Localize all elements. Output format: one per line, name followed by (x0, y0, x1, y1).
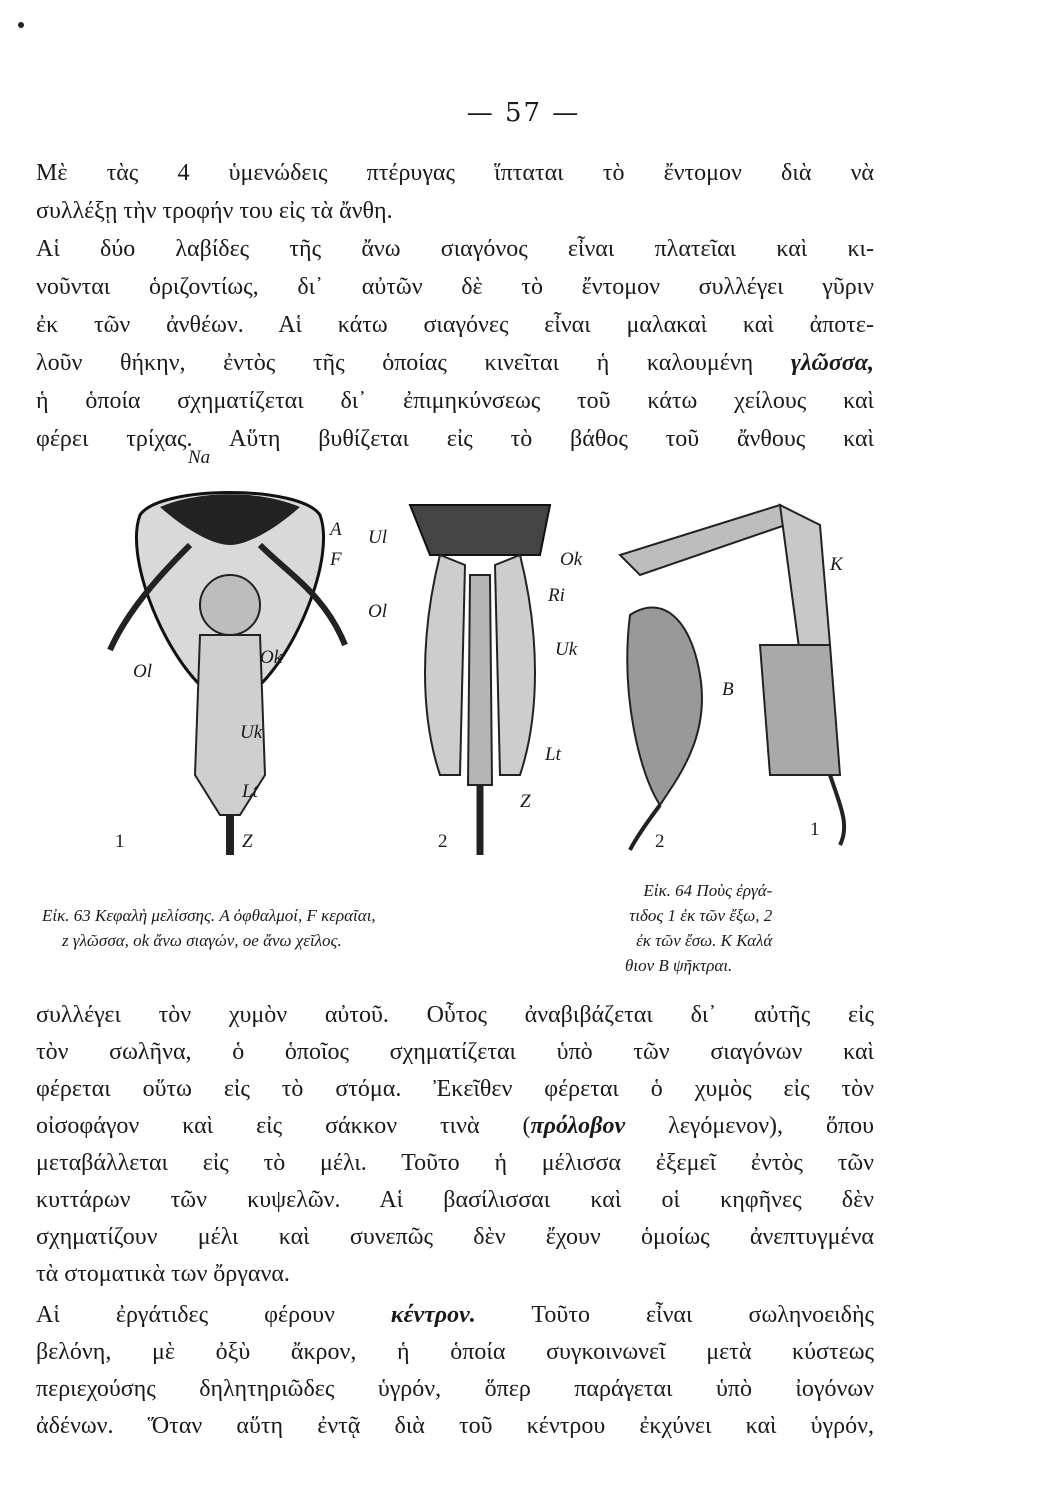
text-line: Αἱ δύο λαβίδες τῆς ἄνω σιαγόνος εἶναι πλατεῖαι καὶ κι- (36, 236, 874, 262)
label-ri: Ri (548, 585, 565, 606)
figure-mouthparts (370, 485, 600, 865)
label-ol: Ol (368, 601, 387, 622)
caption-fig-63 (42, 903, 376, 953)
text-line: βελόνη, μὲ ὀξὺ ἄκρον, ἡ ὁποία συγκοινωνεῖ μετὰ κύστεως (36, 1339, 874, 1365)
upper-lip (410, 505, 550, 555)
label-ok: Ok (560, 549, 583, 570)
text-line: ἀδένων. Ὅταν αὕτη ἐντᾷ διὰ τοῦ κέντρου ἐκχύνει καὶ ὑγρόν, (36, 1413, 874, 1439)
text-line: σχηματίζουν μέλι καὶ συνεπῶς δὲν ἔχουν ὁμοίως ἀνεπτυγμένα (36, 1224, 874, 1250)
metatarsus (627, 608, 702, 806)
clypeus (200, 575, 260, 635)
text-line (36, 1300, 874, 1330)
caption-fig-64 (625, 878, 772, 978)
text-fragment: λοῦν θήκην, ἐντὸς τῆς ὁποίας κινεῖται ἡ καλουμένη (36, 350, 754, 376)
label-ol: Ol (133, 661, 152, 682)
left-mandible (425, 555, 465, 775)
label-k: K (830, 554, 843, 575)
caption-line: z γλῶσσα, ok ἄνω σιαγών, oe ἄνω χεῖλος. (62, 931, 342, 950)
text-line: φέρεται οὕτω εἰς τὸ στόμα. Ἐκεῖθεν φέρεται ὁ χυμὸς εἰς τὸν (36, 1076, 874, 1102)
caption-line: θιον B ψῆκτραι. (625, 956, 733, 975)
text-line: Μὲ τὰς 4 ὑμενώδεις πτέρυγας ἵπταται τὸ ἔντομον διὰ νὰ (36, 160, 874, 186)
text-line: περιεχούσης δηλητηριῶδες ὑγρόν, ὅπερ παράγεται ὑπὸ ἰογόνων (36, 1376, 874, 1402)
label-fig-num: 2 (438, 831, 448, 852)
page-number: — 57 — (466, 98, 581, 128)
label-fig-num-1: 1 (810, 819, 820, 840)
text-line (36, 1111, 874, 1141)
label-a: A (330, 519, 342, 540)
proboscis (468, 575, 492, 785)
label-uk: Uk (555, 639, 578, 660)
label-z: Z (520, 791, 531, 812)
label-lt: Lt (242, 781, 258, 802)
text-fragment: Τοῦτο εἶναι σωληνοειδὴς (475, 1302, 874, 1328)
caption-line: ἐκ τῶν ἔσω. K Καλά (636, 931, 773, 950)
text-line: τὸν σωλῆνα, ὁ ὁποῖος σχηματίζεται ὑπὸ τῶν σιαγόνων καὶ (36, 1039, 874, 1065)
text-line: φέρει τρίχας. Αὕτη βυθίζεται εἰς τὸ βάθος τοῦ ἄνθους καὶ (36, 426, 874, 452)
label-z: Z (242, 831, 253, 852)
right-mandible (495, 555, 535, 775)
figure-bee-legs (600, 475, 880, 875)
label-na: Na (188, 447, 211, 468)
text-line: τὰ στοματικὰ των ὄργανα. (36, 1261, 290, 1287)
text-line: συλλέξῃ τὴν τροφήν του εἰς τὰ ἄνθη. (36, 198, 393, 224)
text-fragment: οἰσοφάγον καὶ εἰς σάκκον τινὰ ( (36, 1113, 531, 1139)
leg-femur (620, 505, 800, 575)
term-kentron: κέντρον. (390, 1302, 476, 1328)
caption-line: Εἰκ. 63 Κεφαλὴ μελίσσης. A ὀφθαλμοί, F κεραῖαι, (42, 906, 376, 925)
text-line: μεταβάλλεται εἰς τὸ μέλι. Τοῦτο ἡ μέλισσα ἐξεμεῖ ἐντὸς τῶν (36, 1150, 874, 1176)
figure-bee-head (100, 445, 360, 865)
label-ul: Ul (368, 527, 387, 548)
label-f: F (330, 549, 342, 570)
text-line: κυττάρων τῶν κυψελῶν. Αἱ βασίλισσαι καὶ οἱ κηφῆνες δὲν (36, 1187, 874, 1213)
label-fig-num-2: 2 (655, 831, 665, 852)
scan-speck (18, 22, 24, 28)
label-b: B (722, 679, 734, 700)
term-glossa: γλῶσσα, (790, 350, 874, 376)
caption-line: Εἰκ. 64 Ποὺς ἐργά- (643, 881, 773, 900)
text-line (36, 348, 874, 378)
label-fig-num: 1 (115, 831, 125, 852)
text-line: νοῦνται ὁριζοντίως, δι᾽ αὐτῶν δὲ τὸ ἔντομον συλλέγει γῦριν (36, 274, 874, 300)
label-ok: Ok (260, 647, 283, 668)
text-line: ἡ ὁποία σχηματίζεται δι᾽ ἐπιμηκύνσεως τοῦ κάτω χείλους καὶ (36, 388, 874, 414)
text-line: ἐκ τῶν ἀνθέων. Αἱ κάτω σιαγόνες εἶναι μαλακαὶ καὶ ἀποτε- (36, 312, 874, 338)
term-prolobon: πρόλοβον (530, 1113, 626, 1139)
text-line: συλλέγει τὸν χυμὸν αὐτοῦ. Οὗτος ἀναβιβάζεται δι᾽ αὐτῆς εἰς (36, 1002, 874, 1028)
text-fragment: Αἱ ἐργάτιδες φέρουν (36, 1302, 335, 1328)
text-fragment: λεγόμενον), ὅπου (625, 1113, 874, 1139)
claw (830, 775, 844, 845)
caption-line: τιδος 1 ἐκ τῶν ἔξω, 2 (629, 906, 773, 925)
pollen-basket (760, 645, 840, 775)
leg-tibia (780, 505, 830, 655)
label-lt: Lt (545, 744, 561, 765)
label-uk: Uk (240, 722, 263, 743)
